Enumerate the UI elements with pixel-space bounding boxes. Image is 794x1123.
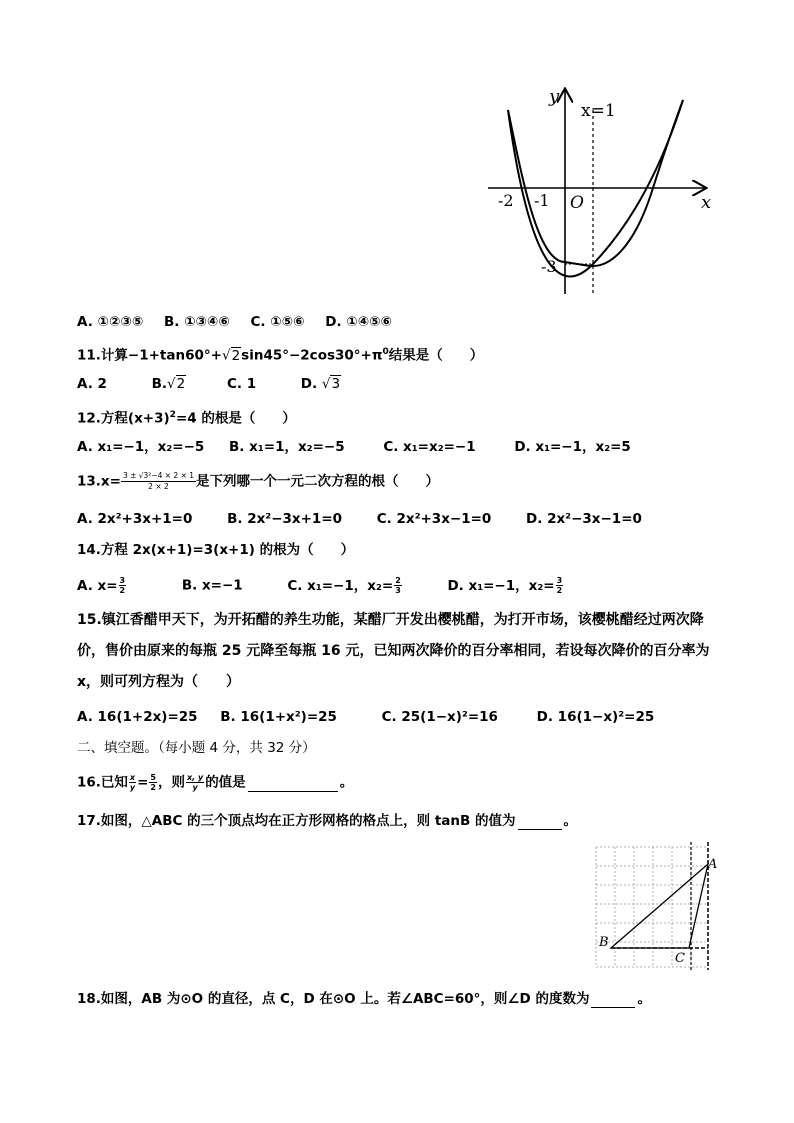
label-c: C xyxy=(675,951,685,966)
grid-triangle-figure xyxy=(591,842,721,972)
q12-option-a: A. x₁=−1，x₂=−5 xyxy=(77,439,205,455)
q14-options xyxy=(77,576,564,595)
q13-option-b: B. 2x²−3x+1=0 xyxy=(227,511,343,527)
symmetry-label: x=1 xyxy=(581,101,616,121)
q15-option-b: B. 16(1+x²)=25 xyxy=(220,709,337,725)
q14-stem: 14.方程 2x(x+1)=3(x+1) 的根为（ ） xyxy=(77,542,355,558)
q12-stem: 12.方程$(x+3)^2=4$ 的根是（ ） xyxy=(77,410,296,427)
q16-answer-blank[interactable] xyxy=(248,777,338,792)
q12-options xyxy=(77,438,631,456)
tick-neg1: -1 xyxy=(534,191,550,210)
q10-option-a: A. ①②③⑤ xyxy=(77,314,144,330)
q16-stem: 16.已知 $\frac{x}{y}$ = $\frac{5}{2}$ ，则 $\frac{x, y}{y}$ 的值是 。 xyxy=(77,773,354,792)
q10-option-b: B. ①③④⑥ xyxy=(163,314,230,330)
label-b: B xyxy=(599,935,609,950)
q15-option-c: C. 25(1−x)²=16 xyxy=(381,709,498,725)
q10-options xyxy=(77,313,392,331)
q15-options xyxy=(77,708,654,726)
q13-option-a: A. 2x²+3x+1=0 xyxy=(77,511,193,527)
q10-option-d: D. ①④⑤⑥ xyxy=(325,314,392,330)
q11-option-a: A. 2 xyxy=(77,376,107,392)
q15-option-d: D. 16(1−x)²=25 xyxy=(536,709,655,725)
q11-stem: 11.计算$-1+\tan 60^\circ+√2\sin 45^\circ-2\cos 30^\circ+\pi^0$结果是（ ） xyxy=(77,347,484,364)
q12-option-d: D. x₁=−1，x₂=5 xyxy=(514,439,631,455)
q13-option-d: D. 2x²−3x−1=0 xyxy=(526,511,642,527)
q14-option-a: A. x= $\frac{3}{2}$ xyxy=(77,576,126,595)
q12-option-c: C. x₁=x₂=−1 xyxy=(383,439,476,455)
q15-option-a: A. 16(1+2x)=25 xyxy=(77,709,198,725)
q13-stem: 13.x= $\frac{\text{3 ± √3²−4 × 2 × 1}}{2 \times 2}$ 是下列哪一个一元二次方程的根（ ） xyxy=(77,471,440,491)
origin-label: O xyxy=(570,193,584,213)
tick-neg2: -2 xyxy=(498,191,514,210)
label-a: A xyxy=(708,857,718,872)
tick-neg3: -3 xyxy=(541,257,557,276)
q11-options xyxy=(77,375,341,393)
q17-stem: 17.如图，△ABC 的三个顶点均在正方形网格的格点上，则 tanB 的值为 。 xyxy=(77,813,578,829)
q12-option-b: B. x₁=1，x₂=−5 xyxy=(229,439,345,455)
q14-option-c: C. x₁=−1，x₂= $\frac{2}{3}$ xyxy=(287,576,401,595)
q15-stem: 15.镇江香醋甲天下，为开拓醋的养生功能，某醋厂开发出樱桃醋，为打开市场，该樱桃醋经过两次降价，售价由原来的每瓶 25 元降至每瓶 16 元，已知两次降价的百分率相同，若设每次降价的百分率为 x，则可列方程为（ ） xyxy=(77,612,710,690)
q11-option-c: C. 1 xyxy=(226,376,257,392)
q18-answer-blank[interactable] xyxy=(591,993,635,1008)
parabola-graph xyxy=(483,82,718,300)
q11-option-b: B.√2 xyxy=(151,376,186,392)
q13-option-c: C. 2x²+3x−1=0 xyxy=(376,511,492,527)
q14-option-d: D. x₁=−1，x₂= $\frac{3}{2}$ xyxy=(447,576,563,595)
x-axis-label: x xyxy=(701,192,712,213)
y-axis-label: y xyxy=(549,86,560,107)
q13-options xyxy=(77,510,642,528)
q11-option-d: D. √3 xyxy=(300,376,341,392)
q10-option-c: C. ①⑤⑥ xyxy=(250,314,305,330)
q14-option-b: B. x=−1 xyxy=(181,577,243,594)
q18-stem: 18.如图，AB 为⊙O 的直径，点 C，D 在⊙O 上。若∠ABC=60°，则∠D 的度数为 。 xyxy=(77,991,651,1007)
triangle-abc xyxy=(611,864,708,948)
section-title: 二、填空题。（每小题 4 分，共 32 分） xyxy=(77,740,316,756)
q17-answer-blank[interactable] xyxy=(518,815,562,830)
